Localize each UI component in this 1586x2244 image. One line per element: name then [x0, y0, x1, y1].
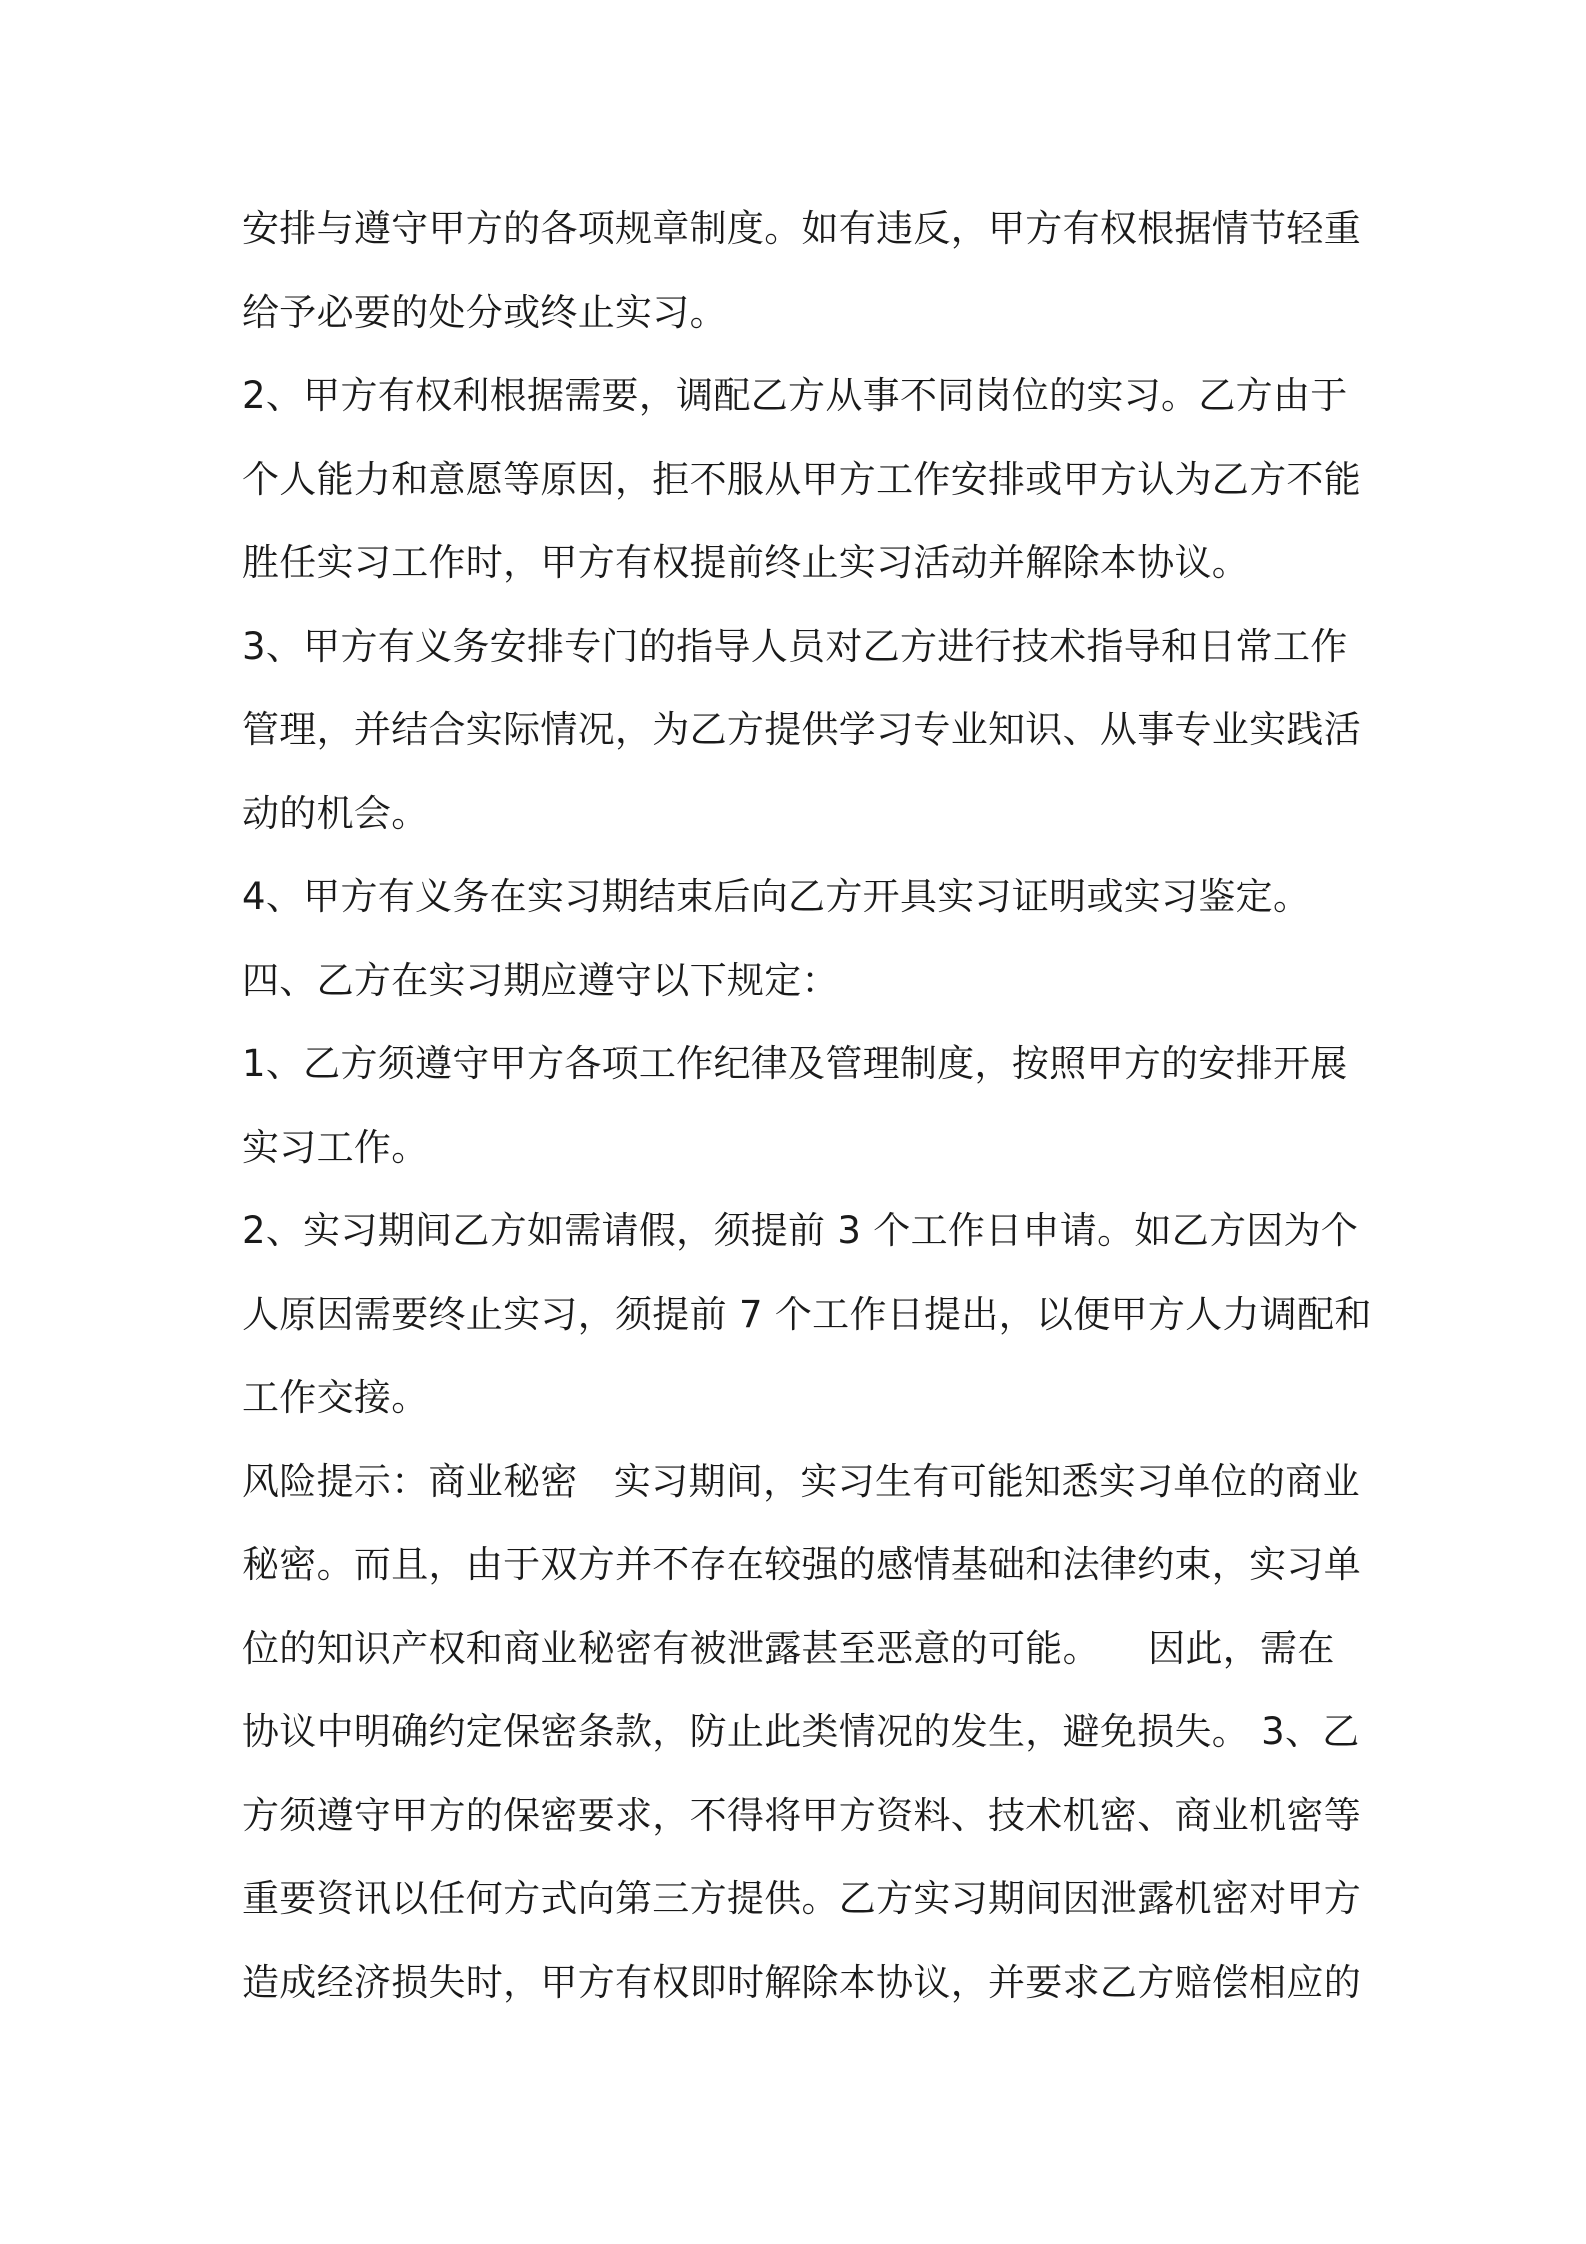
- text-line: 工作交接。: [242, 1376, 429, 1419]
- text-line: 2、甲方有权利根据需要，调配乙方从事不同岗位的实习。乙方由于: [242, 374, 1348, 417]
- text-line: 方须遵守甲方的保密要求，不得将甲方资料、技术机密、商业机密等: [242, 1793, 1361, 1837]
- text-line: 动的机会。: [242, 791, 429, 835]
- text-line: 胜任实习工作时，甲方有权提前终止实习活动并解除本协议。: [242, 541, 1250, 584]
- text-line: 个人能力和意愿等原因，拒不服从甲方工作安排或甲方认为乙方不能: [242, 457, 1361, 501]
- text-line: 2、实习期间乙方如需请假，须提前 3 个工作日申请。如乙方因为个: [242, 1209, 1359, 1252]
- text-line: 3、甲方有义务安排专门的指导人员对乙方进行技术指导和日常工作: [242, 624, 1348, 668]
- text-line: 实习工作。: [242, 1125, 429, 1169]
- section-heading: 四、乙方在实习期应遵守以下规定：: [242, 958, 839, 1002]
- text-line: 造成经济损失时，甲方有权即时解除本协议，并要求乙方赔偿相应的: [242, 1960, 1361, 2004]
- text-line: 重要资讯以任何方式向第三方提供。乙方实习期间因泄露机密对甲方: [242, 1877, 1361, 1920]
- text-line: 位的知识产权和商业秘密有被泄露甚至恶意的可能。 因此，需在: [242, 1626, 1335, 1670]
- text-line: 人原因需要终止实习，须提前 7 个工作日提出，以便甲方人力调配和: [242, 1292, 1372, 1336]
- text-line: 给予必要的处分或终止实习。: [242, 290, 727, 334]
- text-line: 安排与遵守甲方的各项规章制度。如有违反，甲方有权根据情节轻重: [242, 207, 1361, 250]
- text-line: 协议中明确约定保密条款，防止此类情况的发生，避免损失。 3、乙: [242, 1710, 1360, 1753]
- risk-note-line: 风险提示：商业秘密 实习期间，实习生有可能知悉实习单位的商业: [242, 1459, 1360, 1503]
- text-line: 秘密。而且，由于双方并不存在较强的感情基础和法律约束，实习单: [242, 1543, 1361, 1586]
- text-line: 4、甲方有义务在实习期结束后向乙方开具实习证明或实习鉴定。: [242, 875, 1311, 918]
- text-line: 1、乙方须遵守甲方各项工作纪律及管理制度，按照甲方的安排开展: [242, 1042, 1348, 1085]
- text-line: 管理，并结合实际情况，为乙方提供学习专业知识、从事专业实践活: [242, 708, 1361, 751]
- body-text: [242, 196, 1372, 2033]
